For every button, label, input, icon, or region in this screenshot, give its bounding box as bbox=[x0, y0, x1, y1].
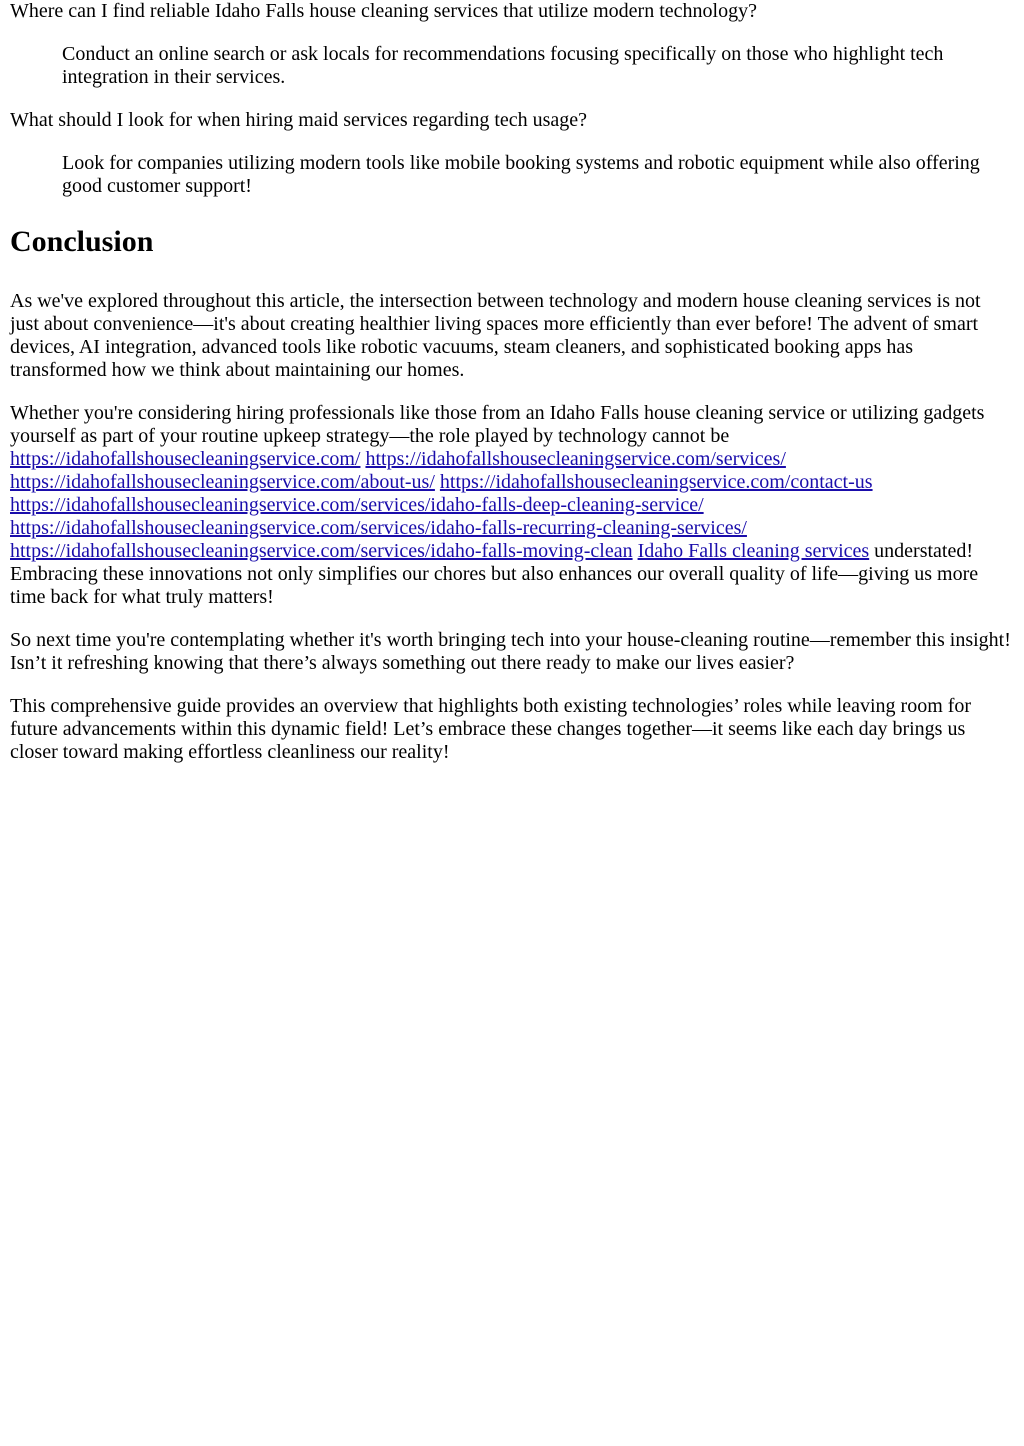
conclusion-paragraph-3: So next time you're contemplating whether it's worth bringing tech into your house-cleaning routine—remember this insight! Isn’t it refreshing knowing that there’s always something out there ready to make our lives easier? bbox=[10, 629, 1011, 674]
link-home[interactable]: https://idahofallshousecleaningservice.com/ bbox=[10, 448, 361, 470]
paragraph-2-end: understated! Embracing these innovations not only simplifies our chores but also enhances our overall quality of life—giving us more time back for what truly matters! bbox=[10, 540, 979, 608]
link-contact-us[interactable]: https://idahofallshousecleaningservice.com/contact-us bbox=[439, 471, 873, 493]
faq-question-2: What should I look for when hiring maid services regarding tech usage? bbox=[10, 109, 588, 131]
faq-question-1: Where can I find reliable Idaho Falls house cleaning services that utilize modern technology? bbox=[10, 0, 757, 22]
conclusion-paragraph-1: As we've explored throughout this article, the intersection between technology and modern house cleaning services is not just about convenience—it's about creating healthier living spaces more efficiently than ever before! The advent of smart devices, AI integration, advanced tools like robotic vacuums, steam cleaners, and sophisticated booking apps has transformed how we think about maintaining our homes. bbox=[10, 290, 981, 381]
link-recurring-cleaning[interactable]: https://idahofallshousecleaningservice.com/services/idaho-falls-recurring-cleaning-services/ bbox=[10, 517, 747, 539]
faq-answer-1: Conduct an online search or ask locals for recommendations focusing specifically on those who highlight tech integration in their services. bbox=[62, 43, 944, 88]
faq-list bbox=[10, 0, 1014, 198]
conclusion-heading: Conclusion bbox=[10, 225, 154, 258]
link-about-us[interactable]: https://idahofallshousecleaningservice.com/about-us/ bbox=[10, 471, 435, 493]
link-moving-clean[interactable]: https://idahofallshousecleaningservice.com/services/idaho-falls-moving-clean bbox=[10, 540, 633, 562]
conclusion-paragraph-2 bbox=[10, 402, 1014, 609]
conclusion-paragraph-4: This comprehensive guide provides an overview that highlights both existing technologies’ roles while leaving room for future advancements within this dynamic field! Let’s embrace these changes together—it seems like each day brings us closer toward making effortless cleanliness our reality! bbox=[10, 695, 972, 763]
paragraph-2-start: Whether you're considering hiring professionals like those from an Idaho Falls house cleaning service or utilizing gadgets yourself as part of your routine upkeep strategy—the role played by technology cannot be bbox=[10, 402, 985, 447]
faq-answer-2: Look for companies utilizing modern tools like mobile booking systems and robotic equipment while also offering good customer support! bbox=[62, 152, 980, 197]
link-services[interactable]: https://idahofallshousecleaningservice.com/services/ bbox=[365, 448, 786, 470]
link-idaho-falls-cleaning-services[interactable]: Idaho Falls cleaning services bbox=[637, 540, 870, 562]
link-deep-cleaning[interactable]: https://idahofallshousecleaningservice.com/services/idaho-falls-deep-cleaning-service/ bbox=[10, 494, 704, 516]
